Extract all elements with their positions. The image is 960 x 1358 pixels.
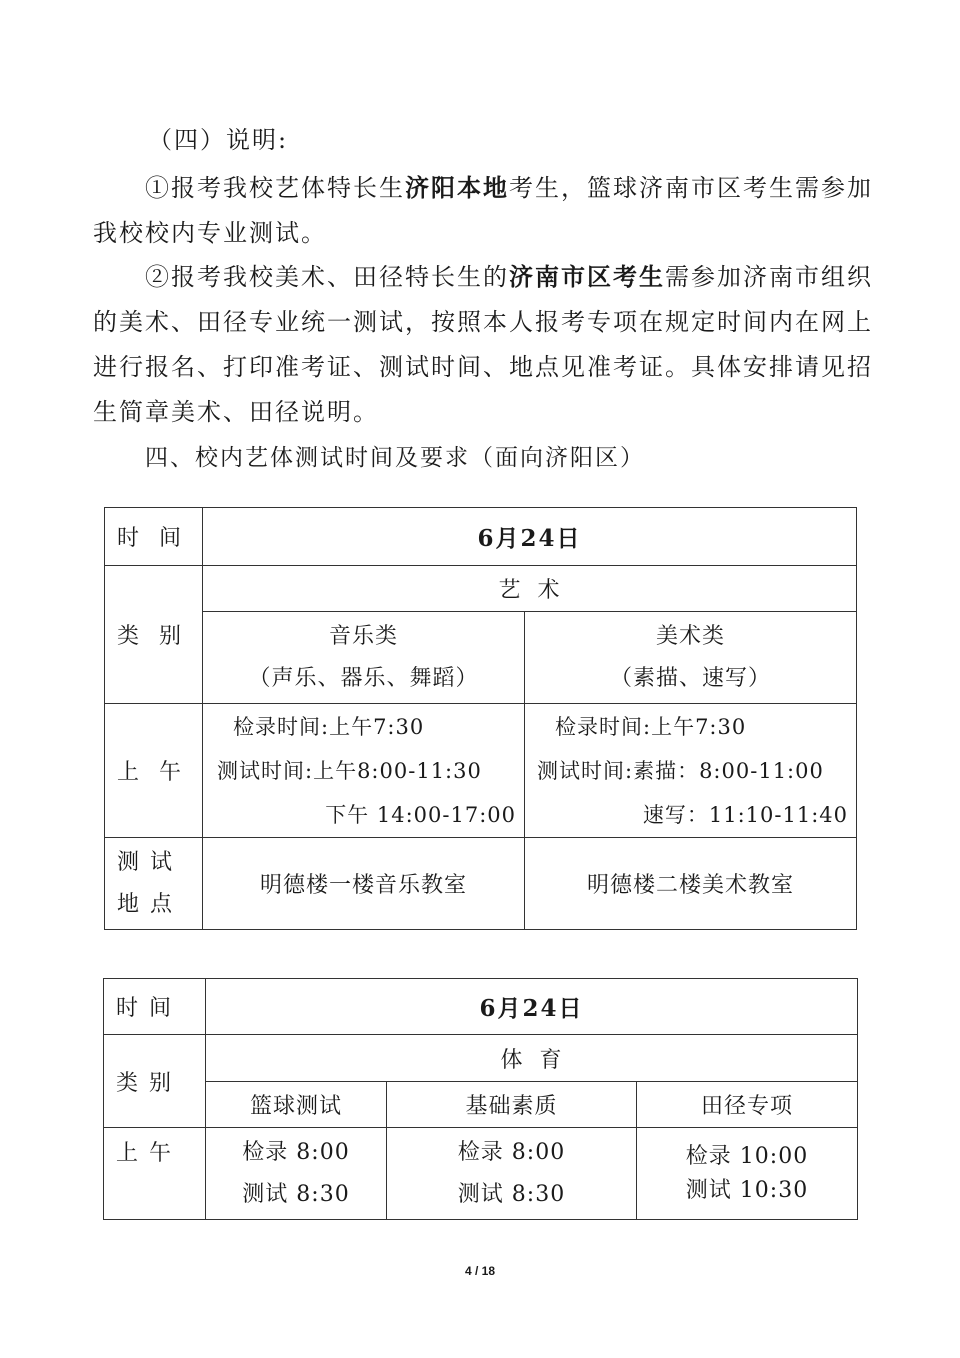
item2-line3: 进行报名、打印准考证、测试时间、地点见准考证。具体安排请见招 — [93, 353, 873, 381]
art-schedule: 检录时间:上午7:30 测试时间:素描：8:00-11:00 速写：11:10-11:40 — [525, 704, 857, 838]
time-label: 时 间 — [105, 508, 203, 566]
item2-line1: ②报考我校美术、田径特长生的济南市区考生需参加济南市组织 — [145, 262, 873, 291]
art-category: 艺 术 — [203, 566, 857, 612]
section-heading: 四、校内艺体测试时间及要求（面向济阳区） — [145, 445, 645, 471]
basketball-times: 检录 8:00 测试 8:30 — [206, 1128, 387, 1220]
fitness-category: 基础素质 — [387, 1082, 637, 1128]
item2-emphasis: 济南市区考生 — [509, 262, 665, 291]
sports-category: 体 育 — [206, 1035, 858, 1082]
location-label: 测 试 地 点 — [105, 838, 203, 930]
item2-line4: 生简章美术、田径说明。 — [93, 398, 379, 426]
item2-line2: 的美术、田径专业统一测试，按照本人报考专项在规定时间内在网上 — [93, 308, 873, 336]
category-label-2: 类 别 — [104, 1035, 206, 1128]
music-location: 明德楼一楼音乐教室 — [203, 838, 525, 930]
fitness-times: 检录 8:00 测试 8:30 — [387, 1128, 637, 1220]
basketball-category: 篮球测试 — [206, 1082, 387, 1128]
time-label-2: 时 间 — [104, 979, 206, 1035]
item1-line2: 我校校内专业测试。 — [93, 219, 327, 247]
morning-label-2: 上 午 — [104, 1128, 206, 1220]
track-category: 田径专项 — [637, 1082, 858, 1128]
category-label: 类 别 — [105, 566, 203, 704]
fine-art-category: 美术类 （素描、速写） — [525, 612, 857, 704]
item1-emphasis: 济阳本地 — [405, 173, 509, 202]
date-cell-2: 6月24日 — [206, 979, 858, 1035]
music-category: 音乐类 （声乐、器乐、舞蹈） — [203, 612, 525, 704]
art-schedule-table — [104, 507, 857, 930]
track-times: 检录 10:00 测试 10:30 — [637, 1128, 858, 1220]
art-location: 明德楼二楼美术教室 — [525, 838, 857, 930]
morning-label: 上 午 — [105, 704, 203, 838]
sports-schedule-table — [103, 978, 858, 1220]
section-header: （四）说明: — [148, 126, 289, 154]
page-number: 4 / 18 — [464, 1264, 496, 1278]
item1-line1: ①报考我校艺体特长生济阳本地考生，篮球济南市区考生需参加 — [145, 173, 873, 202]
date-cell: 6月24日 — [203, 508, 857, 566]
music-schedule: 检录时间:上午7:30 测试时间:上午8:00-11:30 下午 14:00-17:00 — [203, 704, 525, 838]
